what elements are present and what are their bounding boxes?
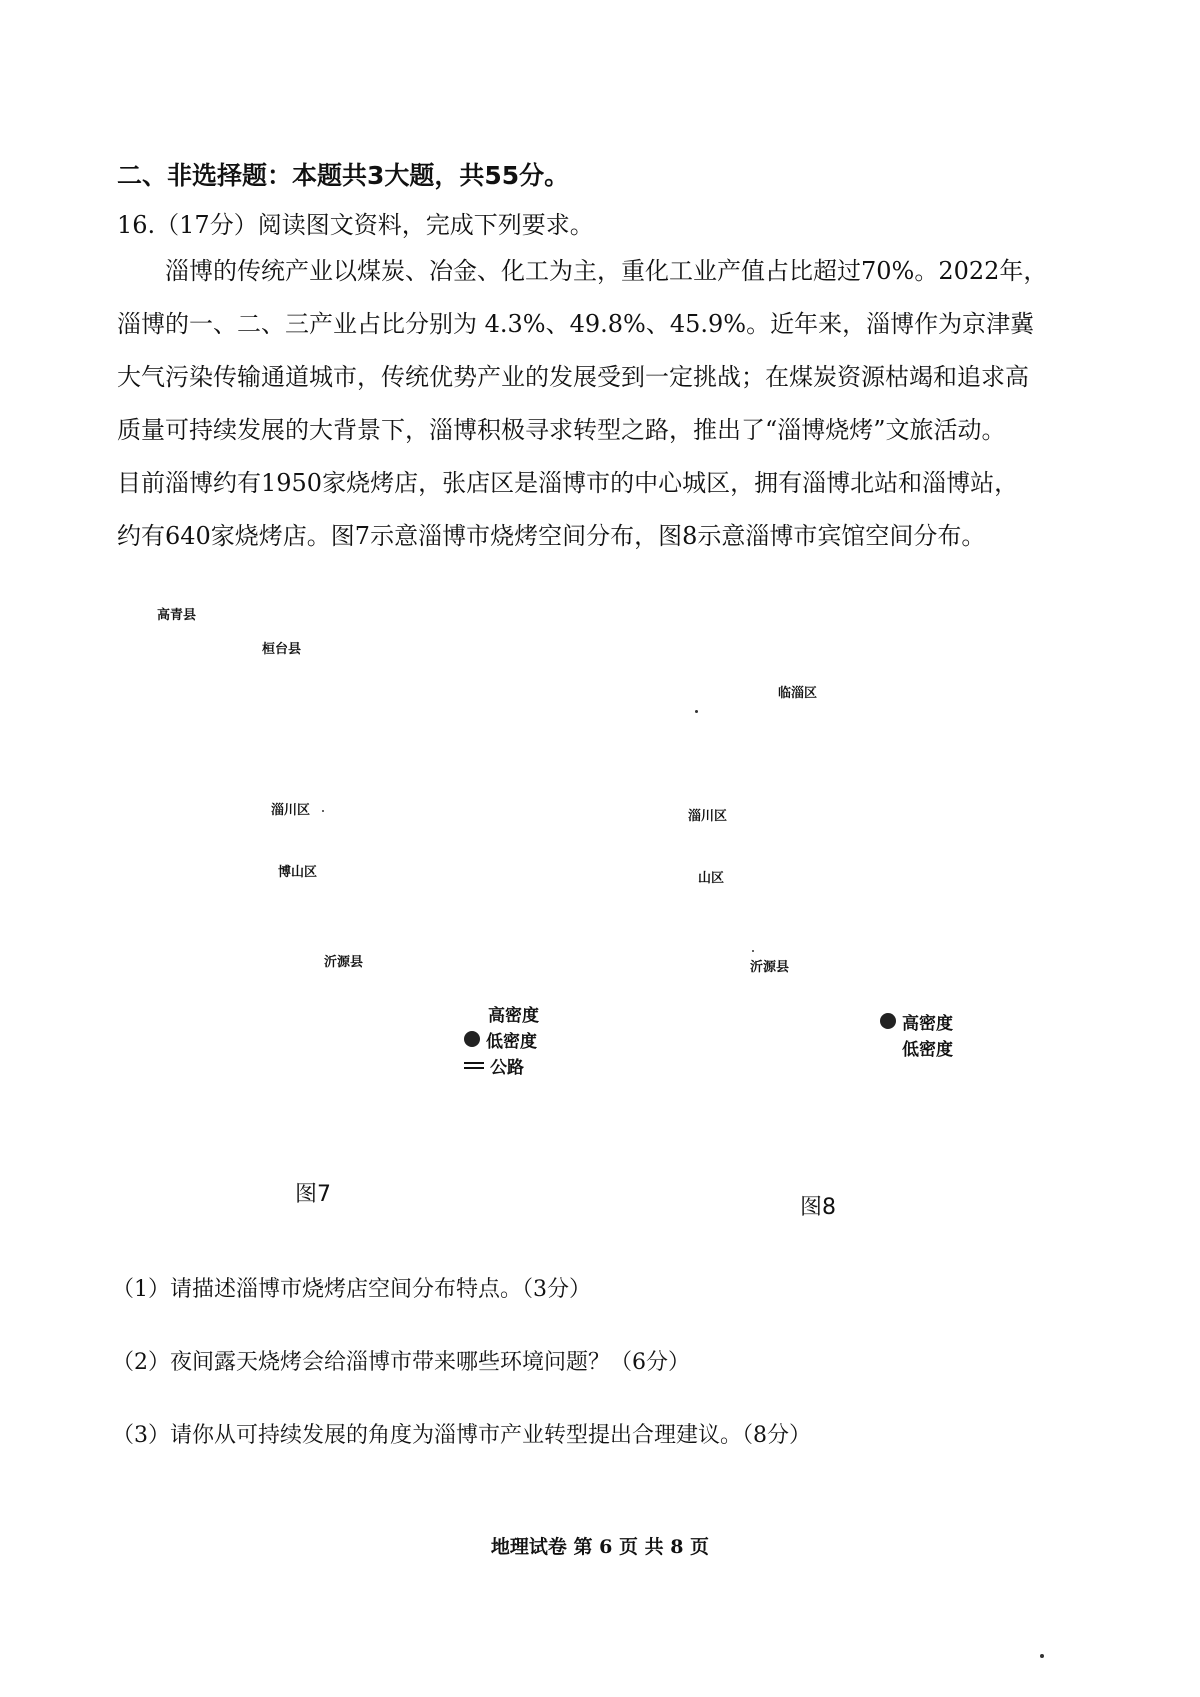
map-label-zichuan: 淄川区 bbox=[271, 803, 311, 818]
passage-line: 质量可持续发展的大背景下，淄博积极寻求转型之路，推出了“淄博烧烤”文旅活动。 bbox=[117, 416, 1006, 444]
legend-high-density bbox=[880, 1008, 953, 1034]
subquestion-1: （1）请描述淄博市烧烤店空间分布特点。（3分） bbox=[112, 1277, 591, 1302]
scan-speck bbox=[322, 810, 324, 812]
subquestion-3: （3）请你从可持续发展的角度为淄博市产业转型提出合理建议。（8分） bbox=[112, 1423, 811, 1448]
legend-label: 公路 bbox=[490, 1057, 524, 1078]
figure-7-caption: 图7 bbox=[295, 1182, 331, 1207]
legend-label: 高密度 bbox=[488, 1005, 539, 1026]
map-label-zichuan: 淄川区 bbox=[688, 809, 728, 824]
scan-speck bbox=[752, 950, 754, 952]
passage-line: 淄博的一、二、三产业占比分别为 4.3%、49.8%、45.9%。近年来，淄博作为京津冀 bbox=[117, 310, 1035, 338]
legend-road bbox=[464, 1052, 539, 1078]
map-label-huantai: 桓台县 bbox=[262, 642, 302, 657]
map-label-yiyuan: 沂源县 bbox=[750, 960, 790, 975]
legend-label: 高密度 bbox=[902, 1013, 953, 1034]
page-footer: 地理试卷 第 6 页 共 8 页 bbox=[490, 1536, 710, 1558]
question-title: 16.（17分）阅读图文资料，完成下列要求。 bbox=[117, 211, 594, 239]
passage-line: 目前淄博约有1950家烧烤店，张店区是淄博市的中心城区，拥有淄博北站和淄博站， bbox=[117, 469, 1019, 497]
legend-low-density bbox=[880, 1034, 953, 1060]
legend-label: 低密度 bbox=[486, 1031, 537, 1052]
road-line-icon bbox=[464, 1062, 484, 1069]
density-dot-icon bbox=[880, 1013, 896, 1029]
legend-high-density bbox=[464, 1000, 539, 1026]
scan-speck bbox=[695, 710, 698, 713]
map-label-linzi: 临淄区 bbox=[778, 686, 818, 701]
scan-speck bbox=[1040, 1654, 1044, 1658]
map-label-boshan: 博山区 bbox=[278, 865, 318, 880]
map-label-gaoqing: 高青县 bbox=[157, 608, 197, 623]
passage-line: 淄博的传统产业以煤炭、冶金、化工为主，重化工业产值占比超过70%。2022年， bbox=[165, 257, 1048, 285]
question-passage bbox=[117, 245, 1082, 563]
legend-label: 低密度 bbox=[902, 1039, 953, 1060]
figure-8-legend bbox=[880, 1008, 953, 1060]
passage-line: 大气污染传输通道城市，传统优势产业的发展受到一定挑战；在煤炭资源枯竭和追求高 bbox=[117, 363, 1029, 391]
figure-8-caption: 图8 bbox=[800, 1195, 836, 1220]
section-title: 二、非选择题：本题共3大题，共55分。 bbox=[117, 161, 570, 190]
map-label-boshan: 山区 bbox=[698, 871, 725, 886]
subquestion-2: （2）夜间露天烧烤会给淄博市带来哪些环境问题？（6分） bbox=[112, 1350, 690, 1375]
passage-line: 约有640家烧烤店。图7示意淄博市烧烤空间分布，图8示意淄博市宾馆空间分布。 bbox=[117, 522, 986, 550]
figure-7-legend bbox=[464, 1000, 539, 1078]
density-dot-icon bbox=[464, 1031, 480, 1047]
map-label-yiyuan: 沂源县 bbox=[324, 955, 364, 970]
legend-low-density bbox=[464, 1026, 539, 1052]
